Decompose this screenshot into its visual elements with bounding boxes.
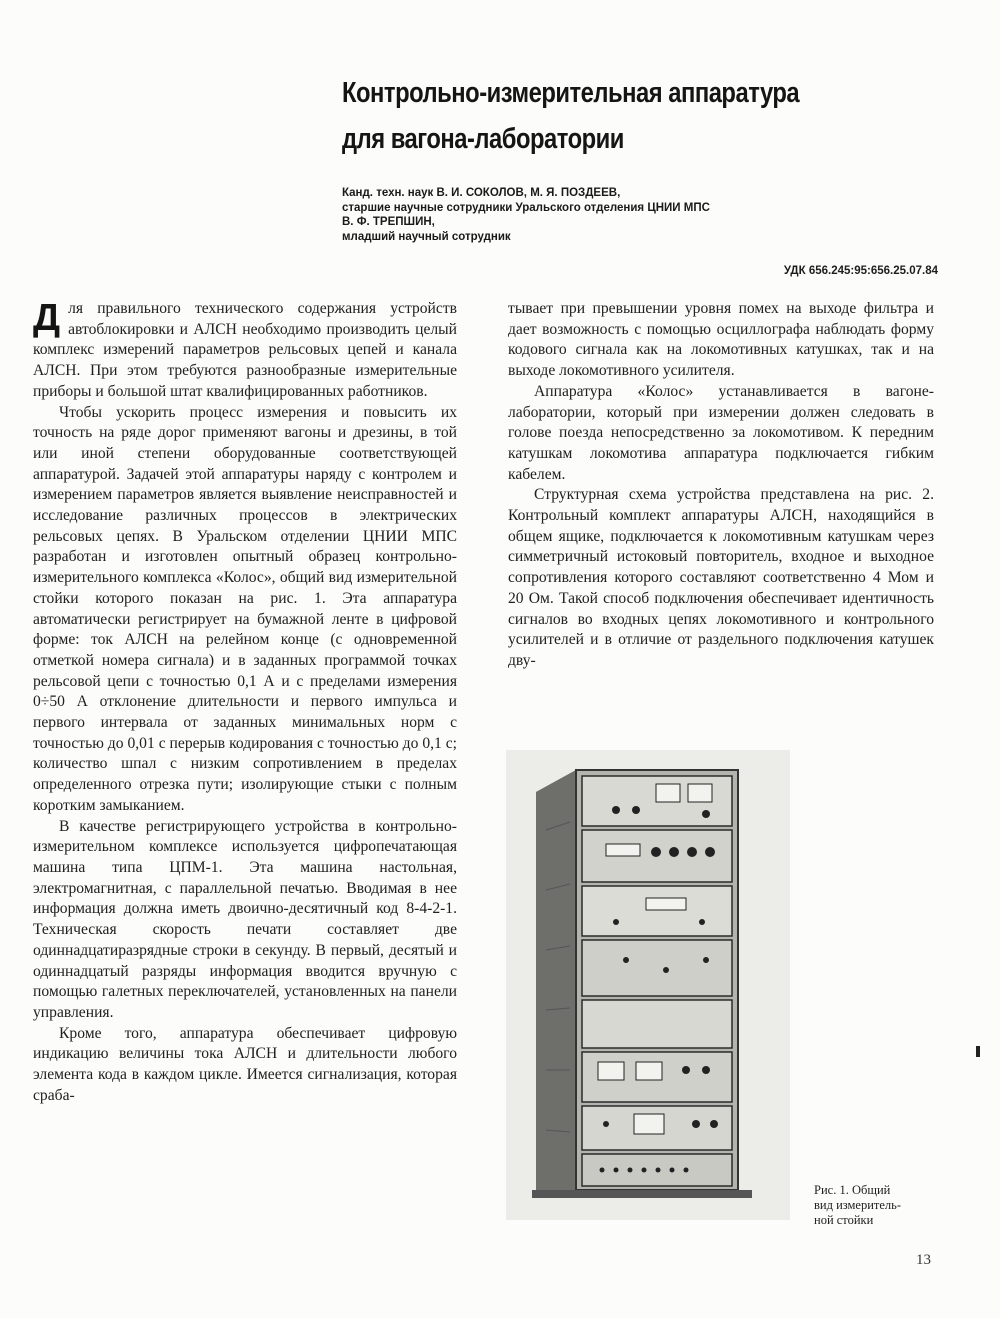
author-line-1: Канд. техн. наук В. И. СОКОЛОВ, М. Я. ПОЗДЕЕВ, bbox=[342, 187, 621, 199]
udk-code: УДК 656.245:95:656.25.07.84 bbox=[783, 265, 938, 277]
caption-line: ной стойки bbox=[814, 1213, 874, 1227]
drop-cap: Д bbox=[33, 297, 61, 339]
right-column bbox=[508, 299, 934, 672]
paragraph: В качестве регистрирующего устройства в контрольно-измерительном комплексе используется цифропечатающая машина типа ЦПМ-1. Эта машина настольная, электромагнитная, с параллельной печатью. Вводимая в нее информация должна иметь двоично-десятичный код 8-4-2-1. Техническая скорость печати составляет две одиннадцатиразрядные строки в секунду. В первый, десятый и одиннадцатый разряды информация вводится вручную с помощью галетных переключателей, установленных на панели управления. bbox=[33, 817, 457, 1021]
author-line-2: старшие научные сотрудники Уральского отделения ЦНИИ МПС bbox=[342, 201, 710, 214]
title-line-2: для вагона-лаборатории bbox=[342, 123, 624, 155]
rack-photo bbox=[506, 750, 790, 1220]
author-line-4: младший научный сотрудник bbox=[342, 230, 511, 243]
figure-caption bbox=[814, 1183, 942, 1228]
title-line-1: Контрольно-измерительная аппаратура bbox=[342, 77, 800, 109]
left-column bbox=[33, 299, 457, 1106]
author-block bbox=[342, 186, 942, 244]
print-speck bbox=[976, 1046, 980, 1057]
paragraph-text: ля правильного технического содержания устройств автоблокировки и АЛСН необходимо производить целый комплекс измерений параметров рельсовых цепей и канала АЛСН. При этом требуются разнообразные измерительные приборы и большой штат квалифицированных работников. bbox=[33, 300, 457, 400]
caption-line: вид измеритель- bbox=[814, 1198, 902, 1212]
paragraph bbox=[33, 299, 457, 403]
figure-measurement-rack-photo bbox=[506, 750, 790, 1220]
paragraph: Кроме того, аппаратура обеспечивает цифровую индикацию величины тока АЛСН и длительности любого элемента кода в каждом цикле. Имеется сигнализация, которая сраба- bbox=[33, 1024, 457, 1104]
paragraph: Чтобы ускорить процесс измерения и повысить их точность на ряде дорог применяют вагоны и дрезины, в той или иной степени оборудованные соответствующей аппаратурой. Задачей этой аппаратуры наряду с контролем и измерением параметров является выявление неисправностей и исследование различных процессов в электрических рельсовых цепях. В Уральском отделении ЦНИИ МПС разработан и изготовлен опытный образец контрольно-измерительного комплекса «Колос», общий вид измерительной стойки которого показан на рис. 1. Эта аппаратура автоматически регистрирует на бумажной ленте в цифровой форме: ток АЛСН на релейном конце (с одновременной отметкой номера сигнала) и в заданных программой точках рельсовой цепи с точностью 0,1 А и с пределами измерения 0÷50 А отклонение длительности и первого импульса и первого интервала от заданных минимальных норм с точностью до 0,01 с перерыв кодирования с точностью до 0,1 с; количество шпал с низким сопротивлением в пределах определенного отрезка пути; изолирующие стыки с полным коротким замыканием. bbox=[33, 403, 457, 814]
caption-line: Рис. 1. Общий bbox=[814, 1183, 891, 1197]
author-line-3: В. Ф. ТРЕПШИН, bbox=[342, 216, 435, 228]
paragraph: тывает при превышении уровня помех на выходе фильтра и дает возможность с помощью осциллографа наблюдать форму кодового сигнала как на локомотивных катушках, так и на выходе локомотивного усилителя. bbox=[508, 300, 934, 380]
paragraph: Структурная схема устройства представлена на рис. 2. Контрольный комплект аппаратуры АЛСН, находящийся в общем ящике, подключается к локомотивным катушкам через симметричный истоковый повторитель, входное и выходное сопротивления которого составляют соответственно 4 Мом и 20 Ом. Такой способ подключения обеспечивает идентичность сигналов во входных цепях локомотивного и контрольного усилителей и в отличие от раздельного подключения катушек дву- bbox=[508, 486, 934, 669]
page-number: 13 bbox=[916, 1252, 931, 1268]
article-title bbox=[342, 70, 850, 162]
paragraph: Аппаратура «Колос» устанавливается в вагоне-лаборатории, который при измерении должен следовать в голове поезда непосредственно за локомотивом. К передним катушкам локомотива аппаратура подключается гибким кабелем. bbox=[508, 382, 934, 483]
